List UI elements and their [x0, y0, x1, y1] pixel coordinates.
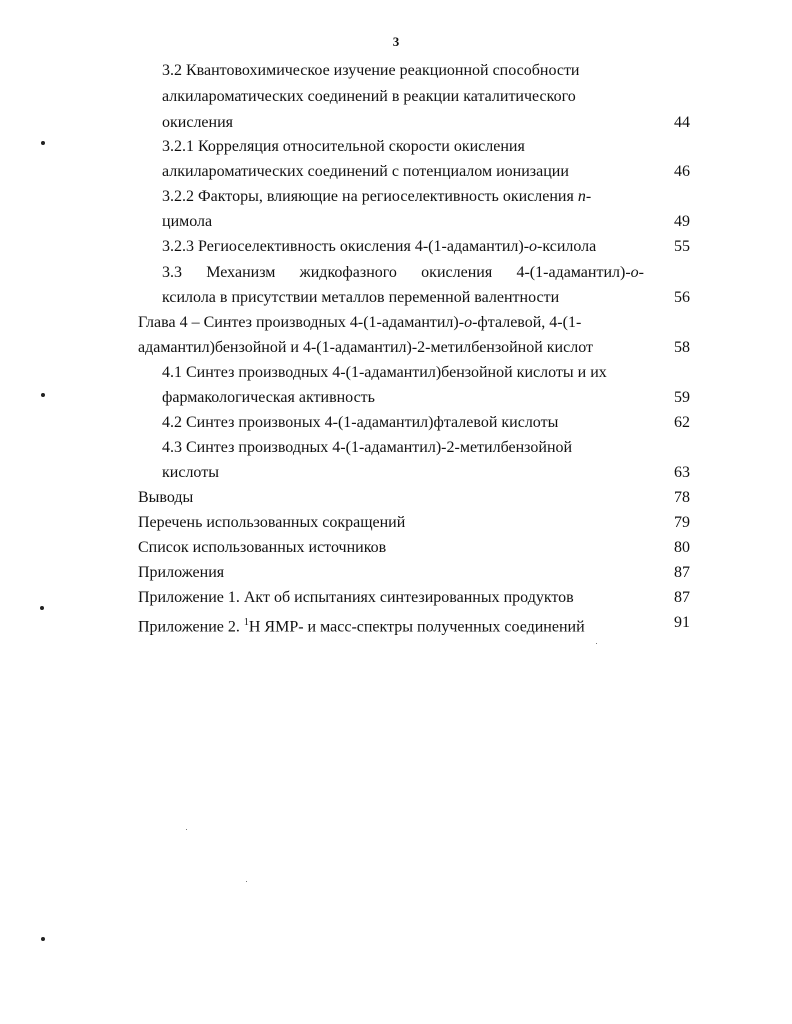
toc-entry-4-2-line-1: 4.2 Синтез произвоных 4-(1-адамантил)фталевой кислоты	[162, 414, 559, 431]
toc-entry-appendix-1: Приложение 1. Акт об испытаниях синтезированных продуктов	[138, 589, 574, 606]
toc-entry-appendix-2-page: 91	[674, 614, 690, 631]
toc-entry-3-3-line-2: ксилола в присутствии металлов переменной валентности	[162, 289, 560, 306]
toc-entry-3-2-3-page: 55	[674, 238, 690, 255]
toc-entry-4-1-page: 59	[674, 389, 690, 406]
toc-entry-4-2-page: 62	[674, 414, 690, 431]
toc-entry-4-3-page: 63	[674, 464, 690, 481]
toc-entry-4-3-line-2: кислоты	[162, 464, 219, 481]
toc-entry-3-2-1-line-2: алкилароматических соединений с потенциалом ионизации	[162, 163, 569, 180]
toc-entry-abbreviations-page: 79	[674, 514, 690, 531]
toc-entry-chapter-4-page: 58	[674, 339, 690, 356]
scan-dust	[596, 643, 597, 644]
toc-entry-3-2-page: 44	[674, 114, 690, 131]
toc-entry-conclusions: Выводы	[138, 489, 194, 506]
toc-entry-appendix-2: Приложение 2. $^1$Н ЯМР- и масс-спектры полученных соединений	[138, 617, 585, 636]
toc-entry-appendices-page: 87	[674, 564, 690, 581]
toc-entry-3-2-1-line-1: 3.2.1 Корреляция относительной скорости окисления	[162, 138, 525, 155]
scan-speck	[41, 141, 45, 145]
toc-entry-3-2-line-3: окисления	[162, 114, 234, 131]
scan-speck	[41, 393, 45, 397]
scan-dust	[246, 881, 247, 882]
scan-speck	[40, 606, 44, 610]
toc-entry-3-3-page: 56	[674, 289, 690, 306]
toc-entry-chapter-4-line-1: Глава 4 – Синтез производных 4-(1-адамантил)-о-фталевой, 4-(1-	[138, 314, 582, 331]
toc-entry-chapter-4-line-2: адамантил)бензойной и 4-(1-адамантил)-2-метилбензойной кислот	[138, 339, 593, 356]
toc-entry-abbreviations: Перечень использованных сокращений	[138, 514, 406, 531]
toc-entry-references-page: 80	[674, 539, 690, 556]
toc-entry-3-2-2-page: 49	[674, 213, 690, 230]
toc-entry-4-3-line-1: 4.3 Синтез производных 4-(1-адамантил)-2-метилбензойной	[162, 439, 573, 456]
toc-entry-3-2-line-2: алкилароматических соединений в реакции каталитического	[162, 88, 576, 105]
toc-entry-3-2-2-line-1: 3.2.2 Факторы, влияющие на региоселективность окисления п-	[162, 188, 592, 205]
toc-entry-3-2-1-page: 46	[674, 163, 690, 180]
toc-entry-4-1-line-1: 4.1 Синтез производных 4-(1-адамантил)бензойной кислоты и их	[162, 364, 607, 381]
page-number: 3	[392, 34, 400, 49]
toc-entry-3-2-3-line-1: 3.2.3 Региоселективность окисления 4-(1-адамантил)-о-ксилола	[162, 238, 597, 255]
toc-entry-4-1-line-2: фармакологическая активность	[162, 389, 375, 406]
scan-dust	[186, 829, 187, 830]
scan-speck	[41, 937, 45, 941]
toc-entry-3-3-line-1: 3.3 Механизм жидкофазного окисления 4-(1-адамантил)-о-	[162, 264, 644, 281]
toc-entry-3-2-2-line-2: цимола	[162, 213, 213, 230]
toc-entry-3-2-line-1: 3.2 Квантовохимическое изучение реакционной способности	[162, 62, 580, 79]
toc-entry-appendix-1-page: 87	[674, 589, 690, 606]
toc-entry-conclusions-page: 78	[674, 489, 690, 506]
toc-entry-references: Список использованных источников	[138, 539, 387, 556]
toc-entry-appendices: Приложения	[138, 564, 225, 581]
